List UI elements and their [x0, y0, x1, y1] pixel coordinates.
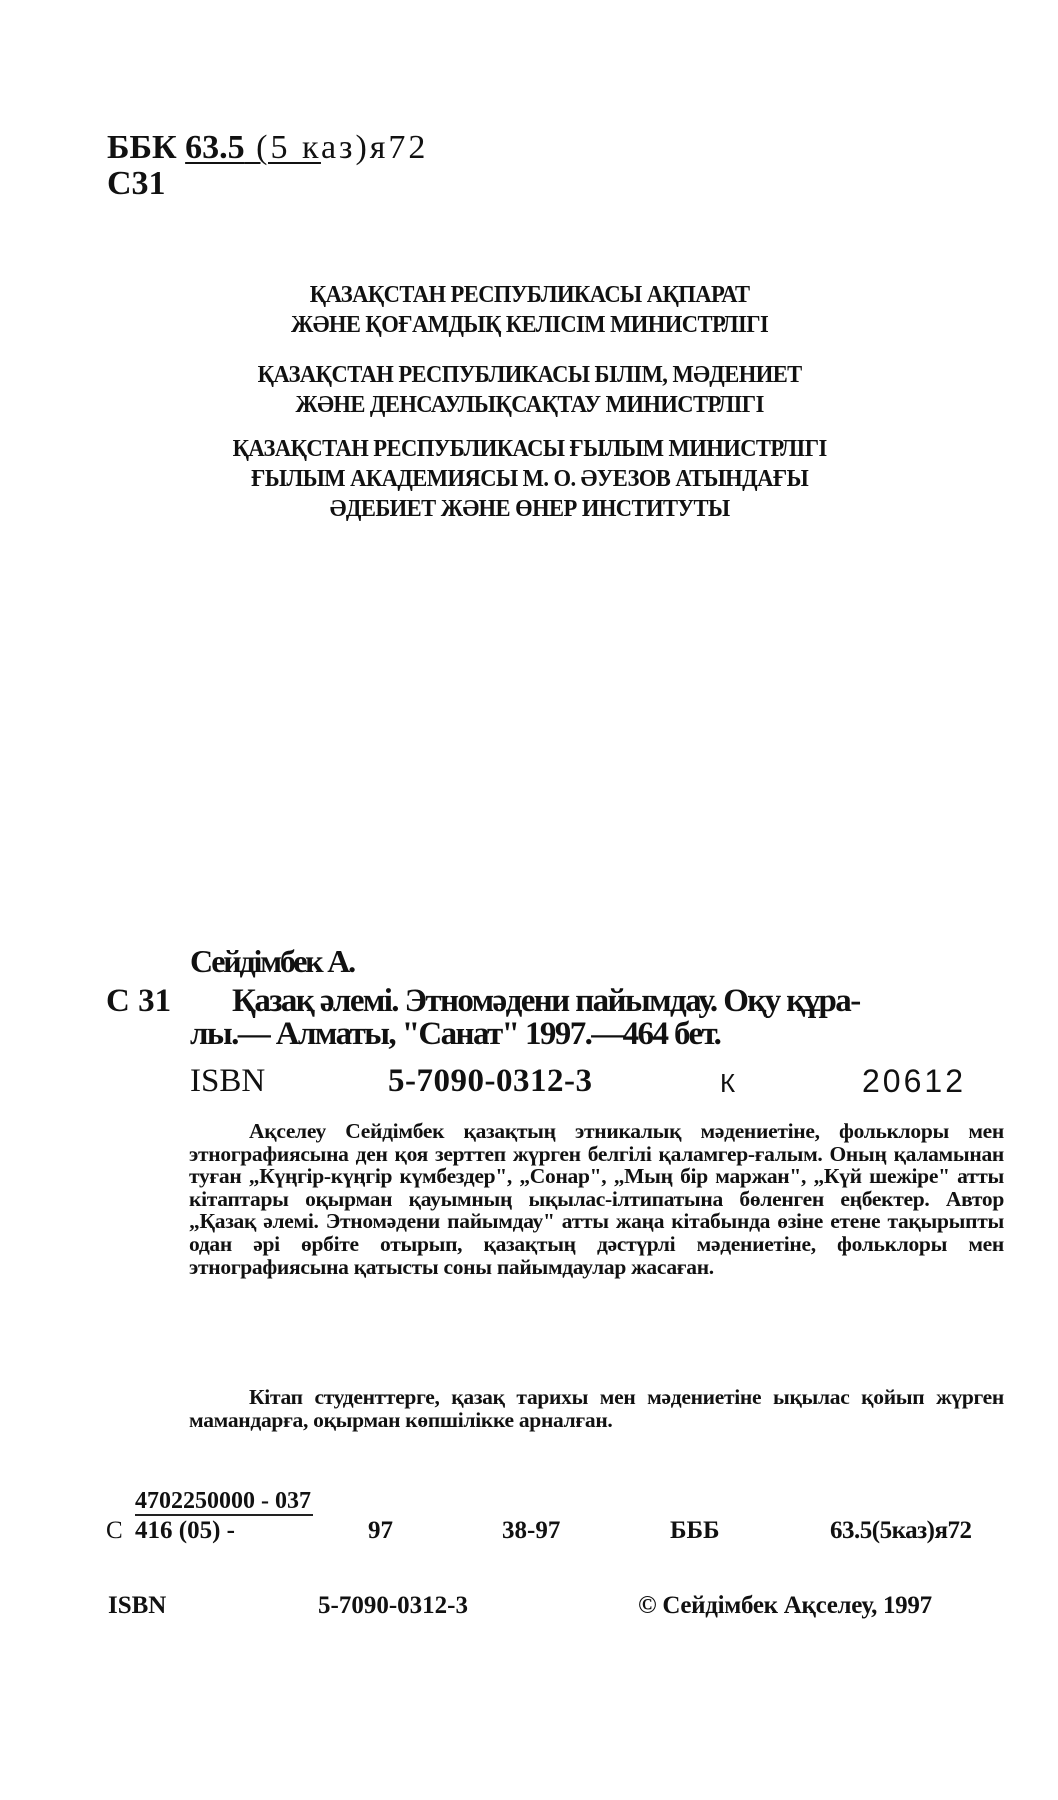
ministry-block-information	[32, 280, 1027, 340]
bbk-classification	[107, 130, 428, 166]
isbn-number: 5-7090-0312-3	[388, 1063, 593, 1099]
book-title-line-2: лы.— Алматы, "Санат" 1997.—464 бет.	[190, 1016, 721, 1052]
order-code: 38-97	[502, 1517, 561, 1544]
k-number: 20612	[862, 1063, 966, 1099]
ministry-line: ӘДЕБИЕТ ЖӘНЕ ӨНЕР ИНСТИТУТЫ	[329, 496, 730, 522]
ministry-block-education	[32, 360, 1027, 420]
bbk-main-index: 63.5	[185, 129, 245, 166]
ministry-line: ЖӘНЕ ҚОҒАМДЫҚ КЕЛІСІМ МИНИСТРЛІГІ	[291, 312, 769, 338]
catalog-code: С 31	[106, 983, 172, 1019]
ministry-line: ҚАЗАҚСТАН РЕСПУБЛИКАСЫ АҚПАРАТ	[309, 282, 750, 308]
abstract-paragraph-1	[189, 1120, 1004, 1278]
ministry-line: ҚАЗАҚСТАН РЕСПУБЛИКАСЫ ҒЫЛЫМ МИНИСТРЛІГІ	[232, 436, 827, 462]
abstract-paragraph-2	[189, 1386, 1004, 1431]
copyright-notice: © Сейдімбек Ақселеу, 1997	[638, 1592, 932, 1619]
isbn-label: ISBN	[190, 1063, 266, 1099]
author-code: С31	[107, 165, 166, 202]
bbk-underlined-part: (5 к	[244, 129, 321, 166]
abstract-text: Ақселеу Сейдімбек қазақтың этникалық мәдениетіне, фольклоры мен этнографиясына ден қоя зерттеп жүрген белгілі қаламгер-ғалым. Оның қаламынан туған „Күңгір-күңгір күмбездер", „Сонар", „Мың бір маржан", „Күй шежіре" атты кітаптары оқырман қауымның ықылас-ілтипатына бөленген еңбектер. Автор „Қазақ әлемі. Этномәдени пайымдау" атты жаңа кітабында өзіне етене тақырыпты одан әрі өрбіте отырып, қазақтың дәстүрлі мәдениетіне, фольклоры мен этнографиясына қатысты соны пайымдаулар жасаған.	[189, 1119, 1004, 1279]
fraction-denominator: 416 (05) -	[135, 1517, 235, 1544]
footer-isbn-label: ISBN	[108, 1592, 167, 1619]
ministry-block-science	[32, 434, 1027, 524]
bbk-label: ББК	[107, 129, 177, 166]
fraction-prefix: С	[106, 1517, 123, 1544]
ministry-line: ЖӘНЕ ДЕНСАУЛЫҚСАҚТАУ МИНИСТРЛІГІ	[295, 392, 764, 418]
book-title-line-1: Қазақ әлемі. Этномәдени пайымдау. Оқу құра-	[232, 983, 860, 1019]
year-code: 97	[368, 1517, 393, 1544]
k-letter: К	[720, 1068, 736, 1098]
bbk-code-footer: 63.5(5каз)я72	[830, 1517, 972, 1544]
author-name: Сейдімбек А.	[190, 943, 354, 979]
fraction-numerator: 4702250000 - 037	[135, 1488, 311, 1514]
footer-isbn-number: 5-7090-0312-3	[318, 1592, 468, 1619]
bbk-rest: аз)я72	[320, 129, 429, 166]
abstract-text: Кітап студенттерге, қазақ тарихы мен мәдениетіне ықылас қойып жүрген мамандарға, оқырман көпшілікке арналған.	[189, 1385, 1004, 1432]
ministry-line: ҒЫЛЫМ АКАДЕМИЯСЫ М. О. ӘУЕЗОВ АТЫНДАҒЫ	[251, 466, 809, 492]
ministry-line: ҚАЗАҚСТАН РЕСПУБЛИКАСЫ БІЛІМ, МӘДЕНИЕТ	[257, 362, 802, 388]
bbb-label: БББ	[670, 1517, 720, 1544]
